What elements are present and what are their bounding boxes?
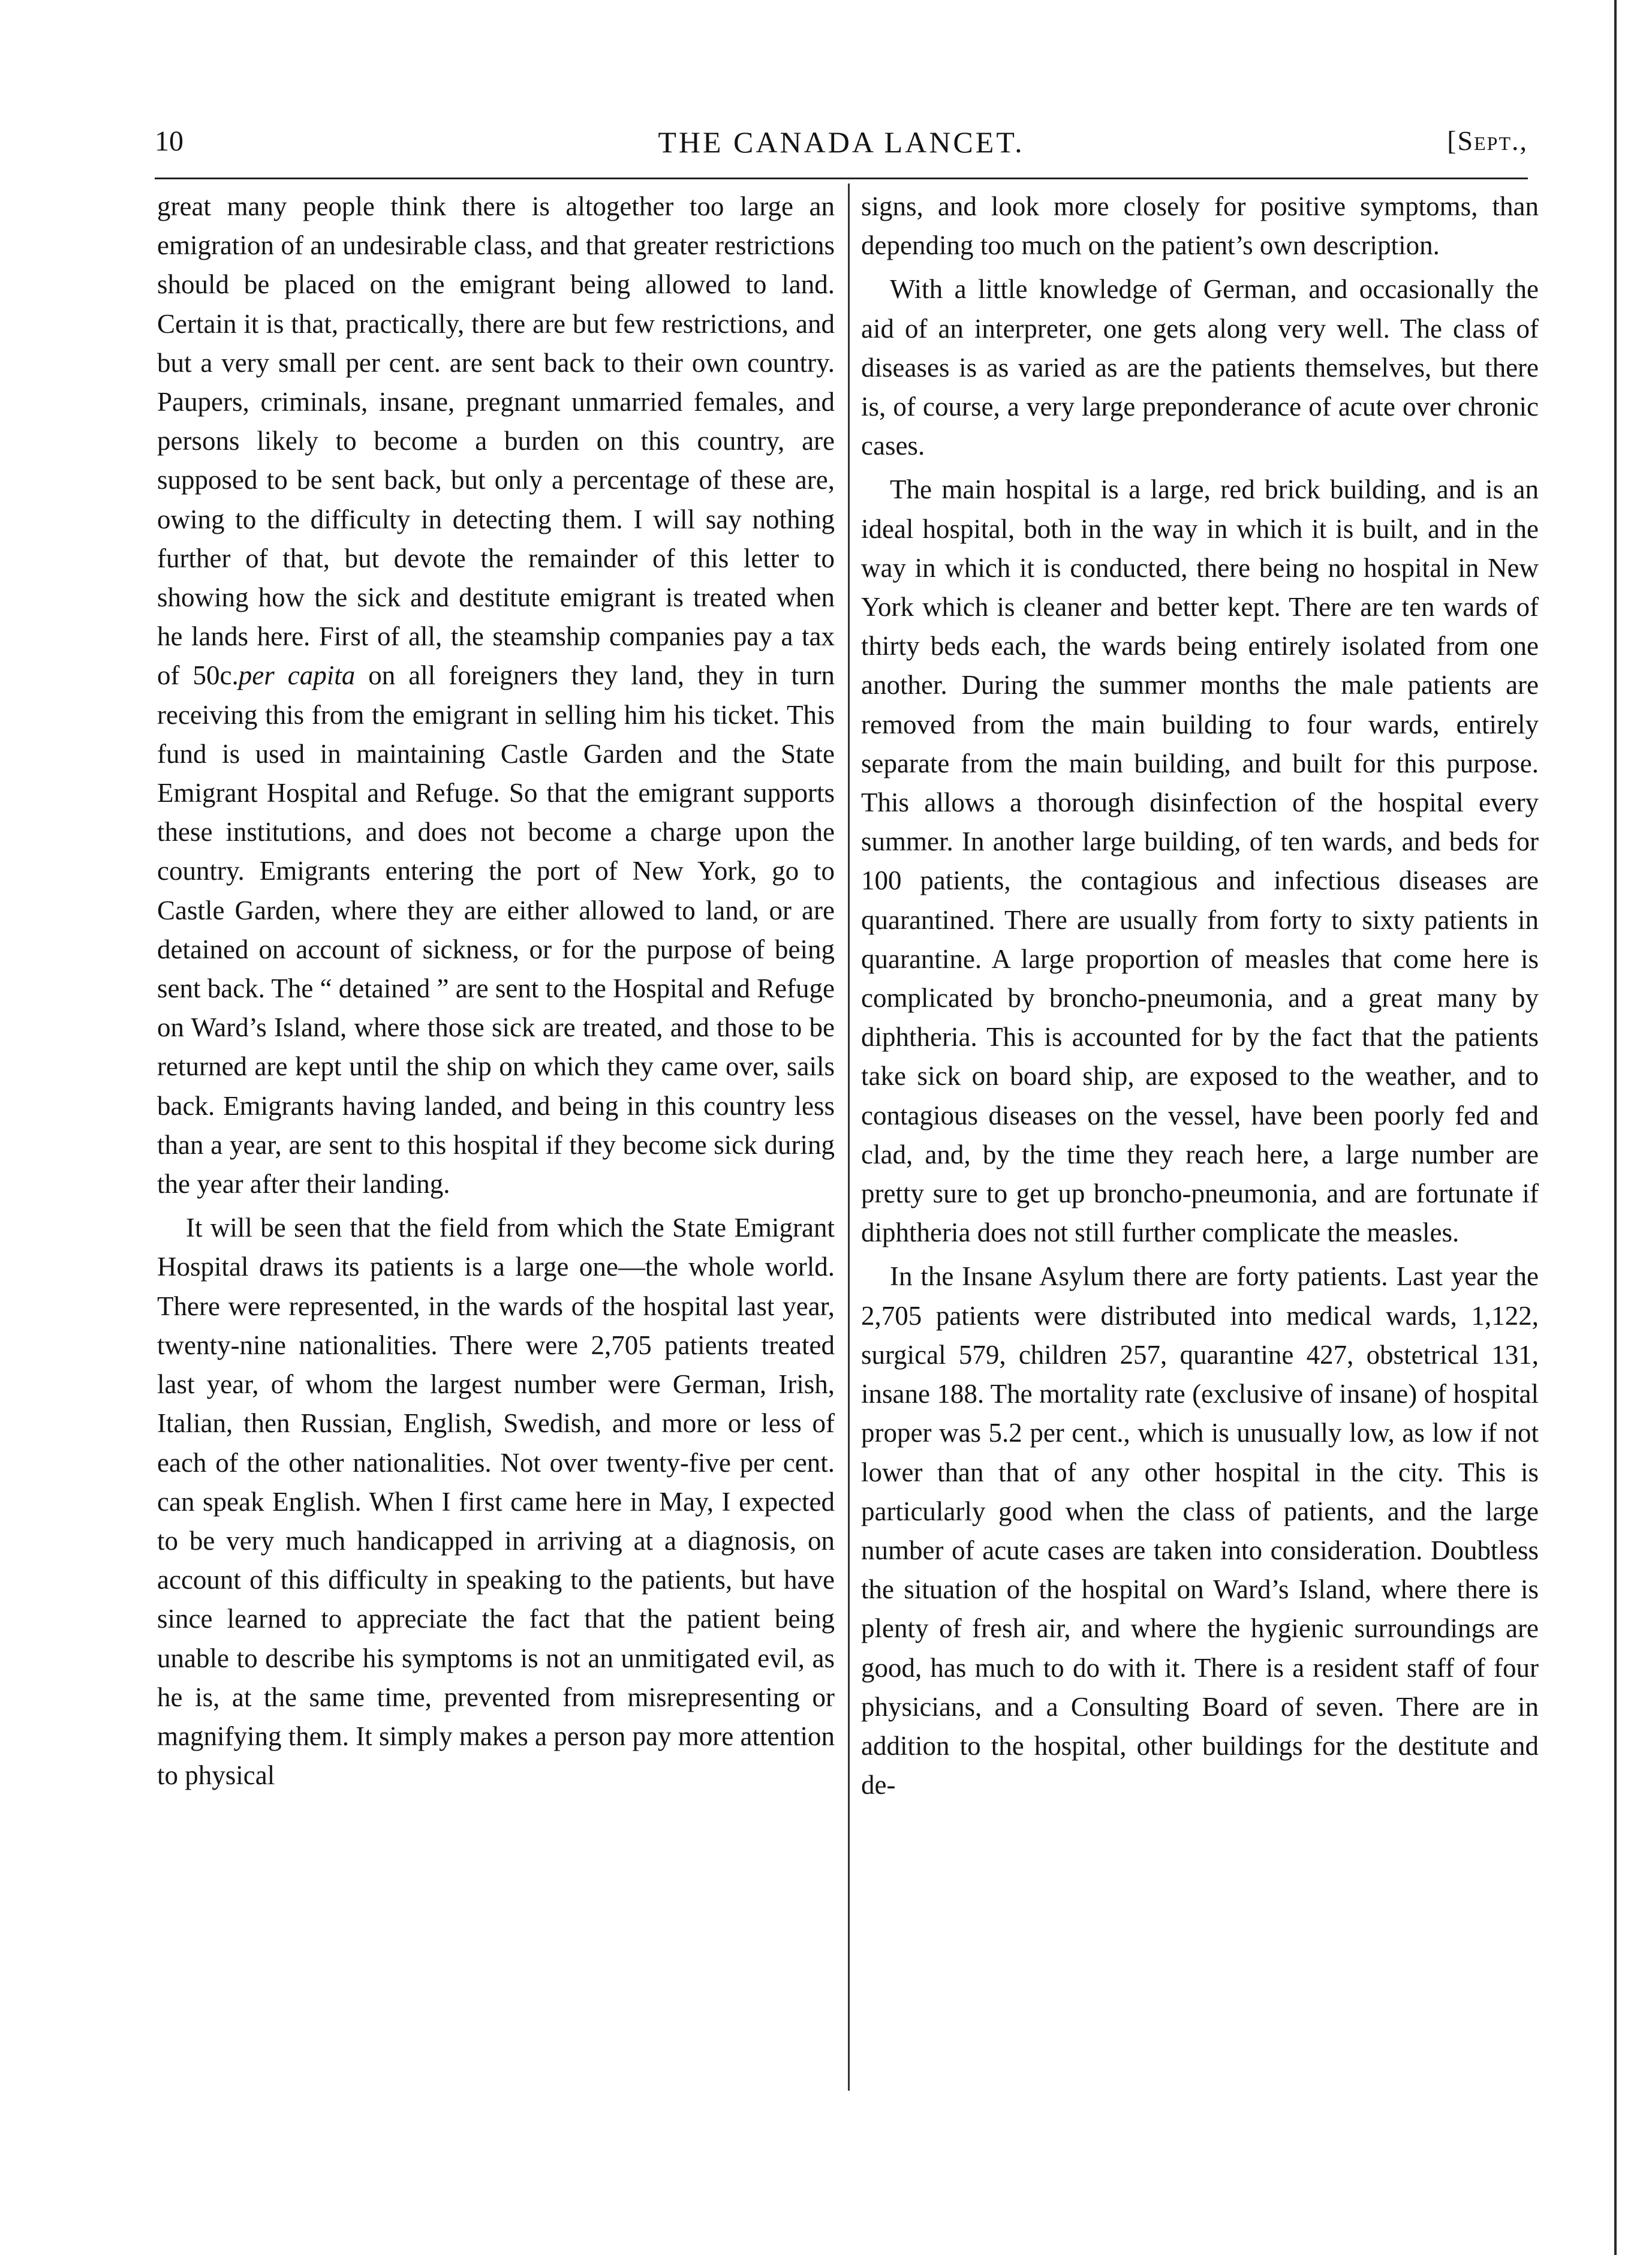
- issue-month: [Sept.,: [1447, 125, 1528, 156]
- text-run: great many people think there is altogether too large an emigration of an undesirable class, and that greater restrictions should be placed on the emigrant being allowed to land. Certain it is that, practically, there are but few restrictions, and but a very small per cent. are sent back to their own country. Paupers, criminals, insane, pregnant unmarried females, and persons likely to become a burden on this country, are supposed to be sent back, but only a percentage of these are, owing to the difficulty in detecting them. I will say nothing further of that, but devote the remainder of this letter to showing how the sick and destitute emigrant is treated when he lands here. First of all, the steamship companies pay a tax of 50c.: [157, 191, 835, 691]
- right-column: [861, 187, 1539, 1805]
- page-number: 10: [155, 125, 183, 157]
- paragraph: [157, 187, 835, 1204]
- italic-run: per capita: [238, 660, 356, 691]
- paragraph: The main hospital is a large, red brick building, and is an ideal hospital, both in the way in which it is built, and in the way in which it is conducted, there being no hospital in New York which is cleaner and better kept. There are ten wards of thirty beds each, the wards being entirely isolated from one another. During the summer months the male patients are removed from the main building to four wards, entirely separate from the main building, and built for this purpose. This allows a thorough disinfection of the hospital every summer. In another large building, of ten wards, and beds for 100 patients, the contagious and infectious diseases are quarantined. There are usually from forty to sixty patients in quarantine. A large proportion of measles that come here is complicated by broncho-pneumonia, and a great many by diphtheria. This is accounted for by the fact that the patients take sick on board ship, are exposed to the weather, and to contagious diseases on the vessel, have been poorly fed and clad, and, by the time they reach here, a large number are pretty sure to get up broncho-pneumonia, and are fortunate if diphtheria does not still further complicate the measles.: [861, 474, 1539, 1248]
- text-run: on all foreigners they land, they in turn receiving this from the emigrant in selling him his ticket. This fund is used in maintaining Castle Garden and the State Emigrant Hospital and Refuge. So that the emigrant supports these institutions, and does not become a charge upon the country. Emigrants entering the port of New York, go to Castle Garden, where they are either allowed to land, or are detained on account of sickness, or for the purpose of being sent back. The “ detained ” are sent to the Hospital and Refuge on Ward’s Island, where those sick are treated, and those to be returned are kept until the ship on which they came over, sails back. Emigrants having landed, and being in this country less than a year, are sent to this hospital if they become sick during the year after their landing.: [157, 660, 835, 1199]
- page-edge-line: [1614, 0, 1617, 2255]
- header-rule: [155, 178, 1528, 179]
- column-divider: [848, 184, 850, 2091]
- paragraph: It will be seen that the field from which the State Emigrant Hospital draws its patients is a large one—the whole world. There were represented, in the wards of the hospital last year, twenty-nine nationalities. There were 2,705 patients treated last year, of whom the largest number were German, Irish, Italian, then Russian, English, Swedish, and more or less of each of the other nationalities. Not over twenty-five per cent. can speak English. When I first came here in May, I expected to be very much handicapped in arriving at a diagnosis, on account of this difficulty in speaking to the patients, but have since learned to appreciate the fact that the patient being unable to describe his symptoms is not an unmitigated evil, as he is, at the same time, prevented from misrepresenting or magnifying them. It simply makes a person pay more attention to physical: [157, 1213, 835, 1791]
- left-column: [157, 187, 835, 1795]
- paragraph: With a little knowledge of German, and occasionally the aid of an interpreter, one gets along very well. The class of diseases is as varied as are the patients themselves, but there is, of course, a very large preponderance of acute over chronic cases.: [861, 274, 1539, 461]
- paragraph: In the Insane Asylum there are forty patients. Last year the 2,705 patients were distributed into medical wards, 1,122, surgical 579, children 257, quarantine 427, obstetrical 131, insane 188. The mortality rate (exclusive of insane) of hospital proper was 5.2 per cent., which is unusually low, as low if not lower than that of any other hospital in the city. This is particularly good when the class of patients, and the large number of acute cases are taken into consideration. Doubtless the situation of the hospital on Ward’s Island, where there is plenty of fresh air, and where the hygienic surroundings are good, has much to do with it. There is a resident staff of four physicians, and a Consulting Board of seven. There are in addition to the hospital, other buildings for the destitute and de-: [861, 1261, 1539, 1800]
- paragraph: signs, and look more closely for positive symptoms, than depending too much on the patient’s own description.: [861, 191, 1539, 261]
- running-header: [155, 125, 1528, 167]
- journal-title: THE CANADA LANCET.: [658, 125, 1025, 159]
